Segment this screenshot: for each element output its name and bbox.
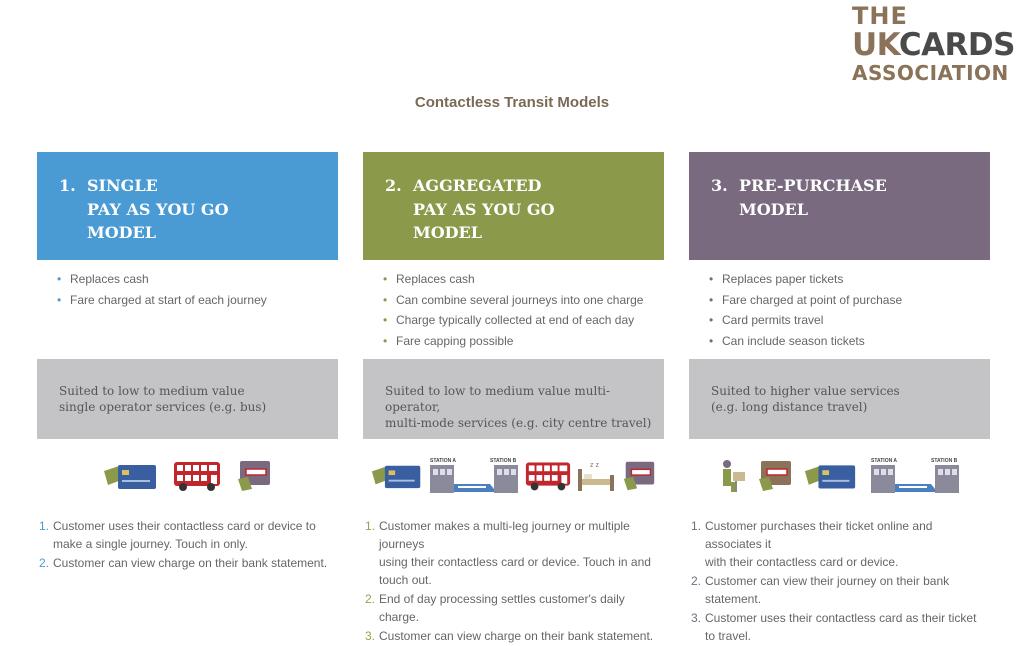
logo-cards: CARDS bbox=[898, 27, 1015, 63]
feature-text: Fare capping possible bbox=[396, 334, 514, 349]
card-reader-icon bbox=[755, 459, 795, 493]
list-item bbox=[39, 554, 338, 572]
step-number: 2. bbox=[365, 592, 376, 606]
model-column-single bbox=[37, 152, 338, 573]
model-header bbox=[689, 152, 990, 260]
step-number: 2. bbox=[691, 574, 702, 588]
model-number: 1. bbox=[59, 176, 76, 195]
logo-uk: UK bbox=[852, 27, 899, 63]
bed-icon bbox=[576, 459, 616, 493]
step-number: 1. bbox=[39, 519, 50, 533]
list-item: • Fare charged at start of each journey bbox=[57, 292, 267, 307]
step-number: 3. bbox=[691, 611, 702, 625]
station-b-label: STATION B bbox=[489, 458, 516, 464]
list-item: • Fare charged at point of purchase bbox=[709, 292, 903, 307]
icon-row bbox=[363, 453, 664, 499]
step-text: End of day processing settles customer's daily charge. bbox=[379, 592, 625, 624]
logo-line-association: ASSOCIATION bbox=[852, 61, 1009, 85]
double-decker-bus-icon bbox=[172, 460, 222, 492]
step-text: Customer purchases their ticket online and associates it with their contactless card or device. bbox=[705, 519, 933, 569]
step-text: Customer uses their contactless card or device to make a single journey. Touch in only. bbox=[53, 519, 316, 551]
logo-line-ukcards bbox=[852, 27, 1020, 63]
contactless-card-icon bbox=[803, 459, 859, 493]
model-title: PRE-PURCHASE MODEL bbox=[739, 176, 887, 219]
list-item bbox=[365, 627, 664, 645]
station-b-label: STATION B bbox=[930, 458, 957, 464]
feature-text: Can combine several journeys into one charge bbox=[396, 292, 644, 307]
svg-text:z z: z z bbox=[589, 462, 599, 469]
feature-text: Replaces cash bbox=[396, 272, 475, 287]
list-item: • Can include season tickets bbox=[709, 334, 865, 349]
feature-text: Replaces paper tickets bbox=[722, 272, 844, 287]
list-item: • Card permits travel bbox=[709, 313, 824, 328]
uk-cards-association-logo bbox=[852, 4, 1020, 83]
list-item: • Replaces paper tickets bbox=[709, 272, 844, 287]
icon-row bbox=[689, 453, 990, 499]
step-number: 1. bbox=[365, 519, 376, 533]
feature-list bbox=[363, 260, 664, 359]
page-title: Contactless Transit Models bbox=[414, 94, 610, 111]
double-decker-bus-icon bbox=[524, 460, 572, 492]
list-item bbox=[691, 517, 990, 571]
model-title: AGGREGATED PAY AS YOU GO MODEL bbox=[413, 176, 555, 242]
contactless-card-icon bbox=[370, 459, 424, 493]
list-item: • Can combine several journeys into one charge bbox=[383, 292, 644, 307]
suited-for-box: Suited to low to medium value single operator services (e.g. bus) bbox=[37, 359, 338, 439]
train-stations-icon bbox=[428, 456, 520, 496]
feature-text: Charge typically collected at end of each day bbox=[396, 313, 635, 328]
step-number: 2. bbox=[39, 556, 50, 570]
person-at-desk-icon bbox=[717, 458, 747, 494]
logo-line-the: THE bbox=[852, 2, 908, 30]
station-a-label: STATION A bbox=[870, 458, 897, 464]
list-item bbox=[365, 517, 664, 589]
steps-list bbox=[689, 499, 990, 645]
model-number: 2. bbox=[385, 176, 402, 195]
contactless-card-icon bbox=[102, 459, 160, 493]
step-text: Customer can view charge on their bank statement. bbox=[379, 629, 654, 643]
feature-text: Can include season tickets bbox=[722, 334, 865, 349]
feature-text: Fare charged at start of each journey bbox=[70, 292, 267, 307]
model-header bbox=[37, 152, 338, 260]
step-number: 1. bbox=[691, 519, 702, 533]
train-stations-icon bbox=[867, 456, 963, 496]
steps-list bbox=[37, 499, 338, 572]
suited-for-box: Suited to low to medium value multi-operator, multi-mode services (e.g. city centre travel) bbox=[363, 359, 664, 439]
steps-list bbox=[363, 499, 664, 645]
step-text: Customer makes a multi-leg journey or multiple journeys using their contactless card or device. Touch in and touch out. bbox=[379, 519, 651, 587]
step-number: 3. bbox=[365, 629, 376, 643]
feature-text: Fare charged at point of purchase bbox=[722, 292, 903, 307]
feature-text: Card permits travel bbox=[722, 313, 824, 328]
model-column-aggregated bbox=[363, 152, 664, 646]
model-title: SINGLE PAY AS YOU GO MODEL bbox=[87, 176, 229, 242]
list-item: • Replaces cash bbox=[383, 272, 475, 287]
suited-for-box: Suited to higher value services (e.g. long distance travel) bbox=[689, 359, 990, 439]
list-item: • Charge typically collected at end of each day bbox=[383, 313, 635, 328]
step-text: Customer can view their journey on their bank statement. bbox=[705, 574, 950, 606]
model-header bbox=[363, 152, 664, 260]
list-item bbox=[39, 517, 338, 553]
step-text: Customer can view charge on their bank statement. bbox=[53, 556, 328, 570]
model-number: 3. bbox=[711, 176, 728, 195]
feature-text: Replaces cash bbox=[70, 272, 149, 287]
feature-list bbox=[37, 260, 338, 359]
station-a-label: STATION A bbox=[429, 458, 456, 464]
icon-row bbox=[37, 453, 338, 499]
card-reader-icon bbox=[620, 459, 658, 493]
list-item: • Replaces cash bbox=[57, 272, 149, 287]
list-item bbox=[691, 572, 990, 608]
list-item bbox=[365, 590, 664, 626]
card-reader-icon bbox=[234, 459, 274, 493]
model-column-pre-purchase bbox=[689, 152, 990, 646]
step-text: Customer uses their contactless card as their ticket to travel. bbox=[705, 611, 977, 643]
list-item: • Fare capping possible bbox=[383, 334, 514, 349]
feature-list bbox=[689, 260, 990, 359]
list-item bbox=[691, 609, 990, 645]
